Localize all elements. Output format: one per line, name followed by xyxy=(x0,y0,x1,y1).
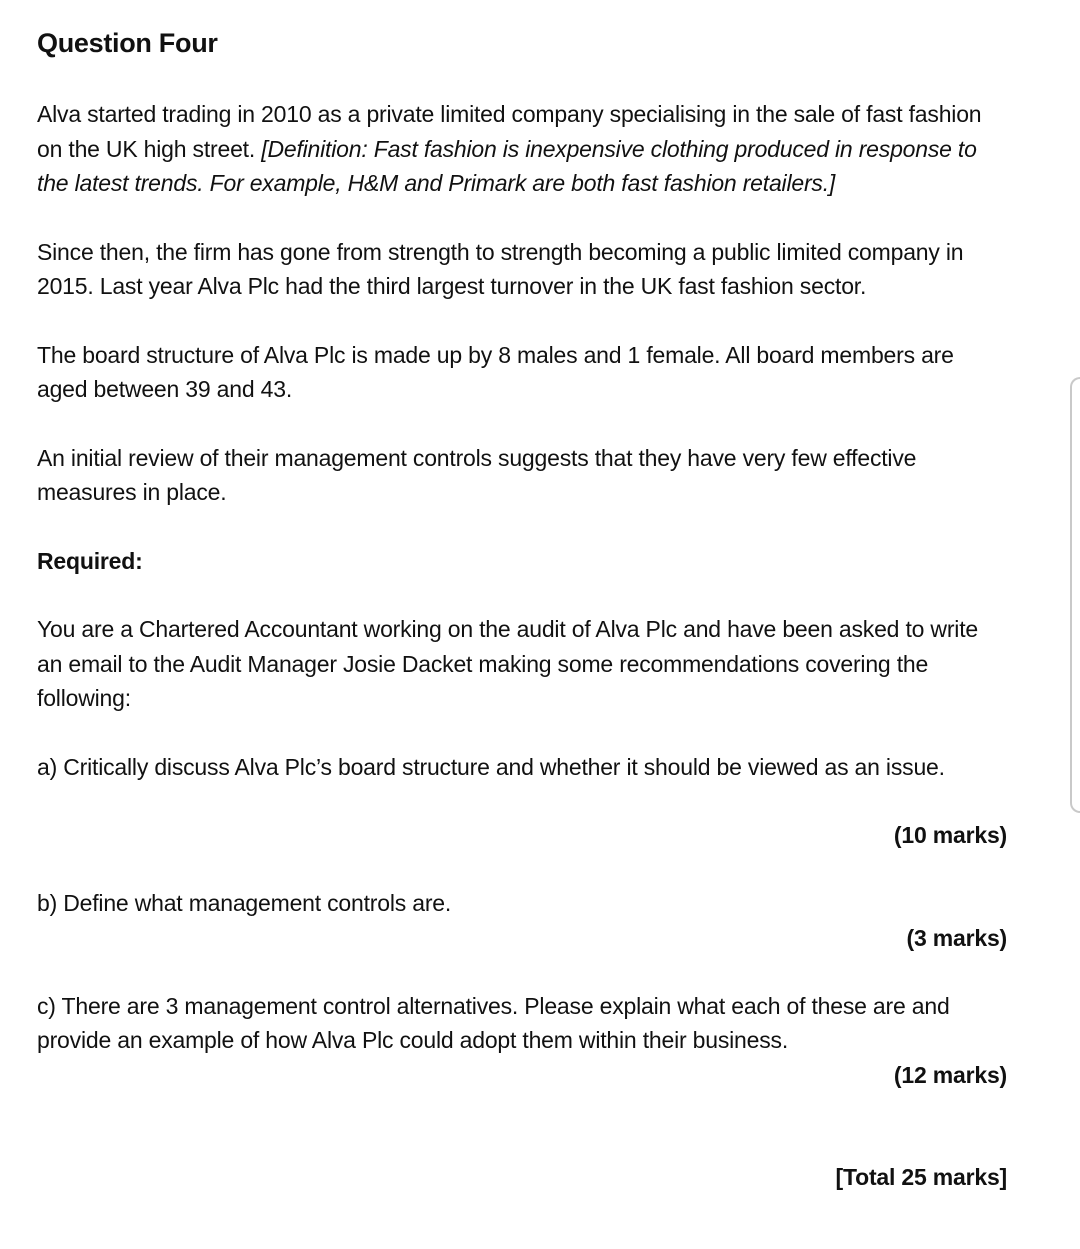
document-page xyxy=(37,24,1007,1194)
controls-paragraph: An initial review of their management controls suggests that they have very few effective measures in place. xyxy=(37,444,917,505)
question-c-marks: (12 marks) xyxy=(893,1061,1007,1088)
question-b-marks: (3 marks) xyxy=(906,924,1007,951)
fast-fashion-definition: [Definition: Fast fashion is inexpensive clothing produced in response to the latest trends. For example, H&M and Primark are both fast fashion retailers.] xyxy=(37,135,977,196)
intro-paragraph xyxy=(37,97,1007,201)
total-marks: [Total 25 marks] xyxy=(835,1163,1007,1190)
question-c: c) There are 3 management control alternatives. Please explain what each of these are and provide an example of how Alva Plc could adopt them within their business. xyxy=(37,992,950,1053)
history-paragraph: Since then, the firm has gone from strength to strength becoming a public limited company in 2015. Last year Alva Plc had the third largest turnover in the UK fast fashion sector. xyxy=(37,238,964,299)
question-b: b) Define what management controls are. xyxy=(37,890,452,916)
question-title: Question Four xyxy=(37,28,218,58)
task-paragraph: You are a Chartered Accountant working on the audit of Alva Plc and have been asked to write an email to the Audit Manager Josie Dacket making some recommendations covering the following: xyxy=(37,616,978,711)
question-a-marks: (10 marks) xyxy=(893,822,1007,848)
board-paragraph: The board structure of Alva Plc is made up by 8 males and 1 female. All board members are aged between 39 and 43. xyxy=(37,341,954,402)
scrollbar-handle[interactable] xyxy=(1070,377,1080,813)
required-heading: Required: xyxy=(37,547,143,574)
intro-text: Alva started trading in 2010 as a private limited company specialising in the sale of fast fashion on the UK high street. xyxy=(37,101,982,162)
question-a: a) Critically discuss Alva Plc’s board structure and whether it should be viewed as an issue. xyxy=(37,753,945,780)
